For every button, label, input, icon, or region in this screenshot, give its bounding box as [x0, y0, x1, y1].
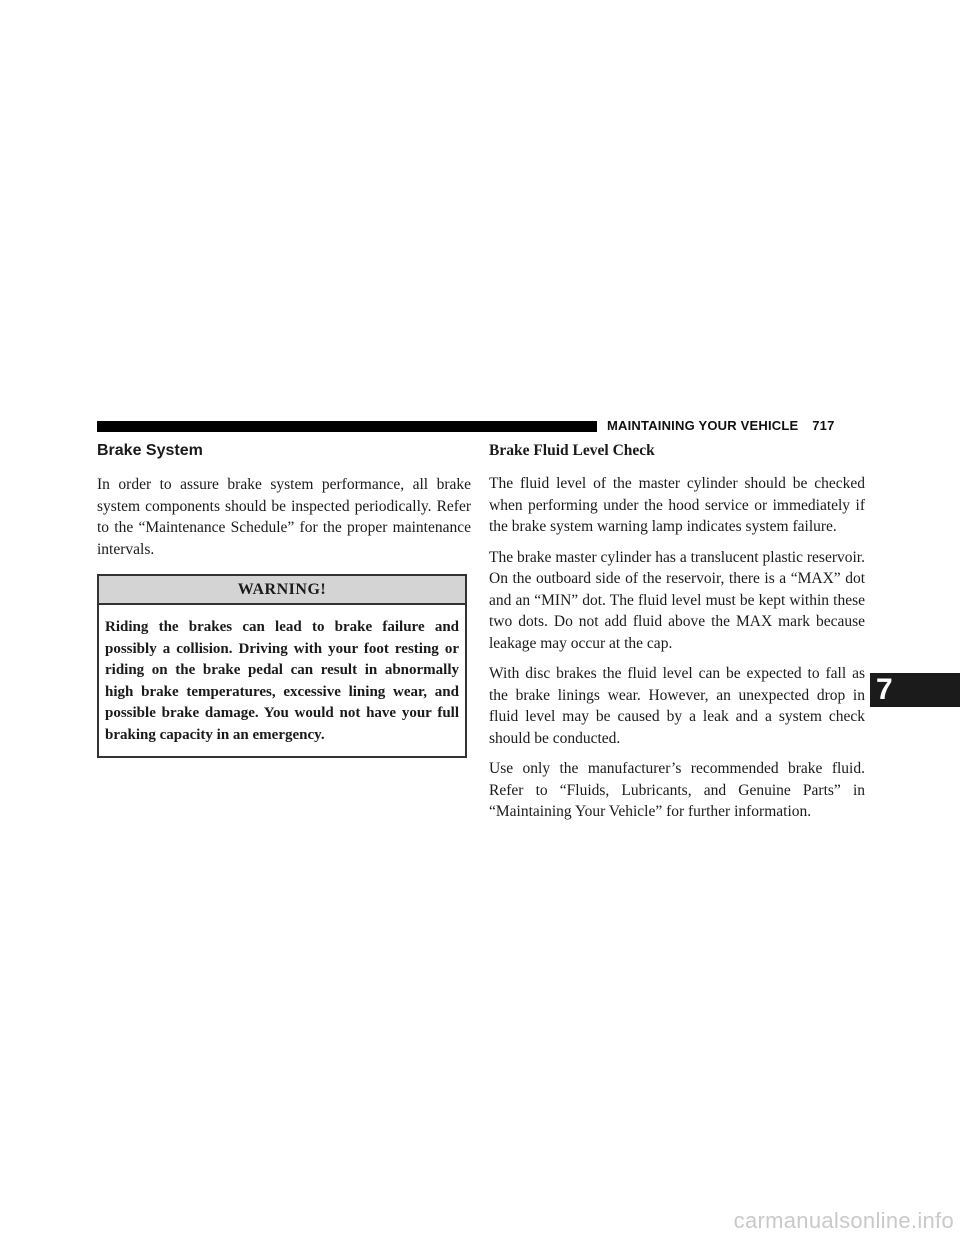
body-paragraph: The brake master cylinder has a translucent plastic reservoir. On the outboard side of the reservoir, there is a “MAX” dot and an “MIN” dot. The fluid level must be kept within these two dots. Do not add fluid above the MAX mark because leakage may occur at the cap.: [489, 548, 865, 652]
warning-box: [97, 574, 467, 758]
warning-text: Riding the brakes can lead to brake failure and possibly a collision. Driving with your foot resting or riding on the brake pedal can result in abnormally high brake temperatures, excessive lining wear, and possible brake damage. You would not have your full braking capacity in an emergency.: [105, 619, 459, 743]
right-column: [489, 440, 865, 832]
header-rule: [97, 421, 597, 432]
body-paragraph: Use only the manufacturer’s recommended brake fluid. Refer to “Fluids, Lubricants, and Genuine Parts” in “Maintaining Your Vehicle” for further information.: [489, 760, 865, 820]
brake-system-paragraph: In order to assure brake system performance, all brake system components should be inspected periodically. Refer to the “Maintenance Schedule” for the proper maintenance intervals.: [97, 476, 471, 558]
chapter-tab: [870, 673, 960, 707]
brake-fluid-heading: Brake Fluid Level Check: [489, 442, 655, 459]
watermark: carmanualsonline.info: [733, 1208, 954, 1233]
page-number: 717: [812, 418, 835, 433]
body-paragraph: With disc brakes the fluid level can be expected to fall as the brake linings wear. However, an unexpected drop in fluid level may be caused by a leak and a system check should be conducted.: [489, 665, 865, 747]
running-header: [607, 418, 835, 433]
section-title: MAINTAINING YOUR VEHICLE: [607, 418, 799, 433]
brake-system-heading: Brake System: [97, 442, 203, 459]
body-paragraph: The fluid level of the master cylinder should be checked when performing under the hood service or immediately if the brake system warning lamp indicates system failure.: [489, 475, 865, 535]
chapter-number: 7: [876, 673, 893, 706]
left-column: [97, 440, 471, 758]
warning-title: WARNING!: [99, 576, 465, 605]
